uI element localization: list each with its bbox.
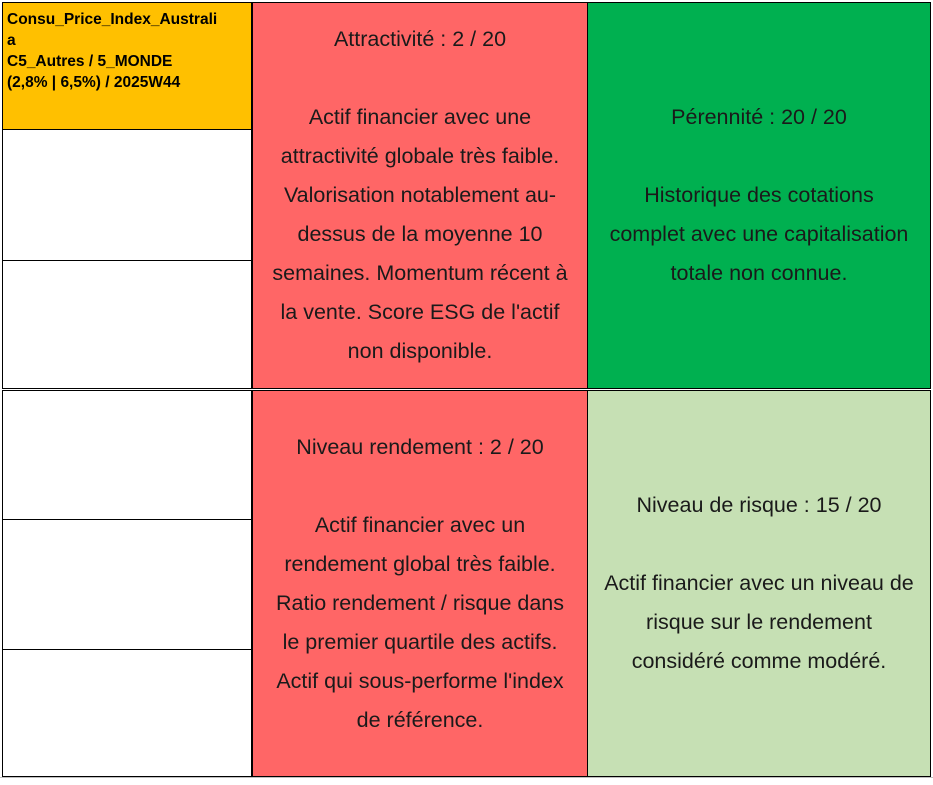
asset-category: C5_Autres / 5_MONDE <box>7 53 173 70</box>
perennite-line: Historique des cotations <box>644 183 874 207</box>
rendement-line: de référence. <box>356 707 484 732</box>
rendement-line: Actif financier avec un <box>314 512 526 537</box>
risque-description <box>604 564 914 681</box>
perennite-card <box>587 2 931 389</box>
perennite-line: totale non connue. <box>670 261 848 285</box>
attractivite-line: attractivité globale très faible. <box>280 144 560 168</box>
perennite-line: complet avec une capitalisation <box>609 222 909 246</box>
rendement-description <box>276 506 564 740</box>
risque-title: Niveau de risque : 15 / 20 <box>636 493 882 517</box>
attractivite-line: semaines. Momentum récent à <box>272 261 568 285</box>
risque-line: Actif financier avec un niveau de <box>604 571 914 595</box>
attractivite-title: Attractivité : 2 / 20 <box>333 27 507 51</box>
empty-cell-4 <box>2 519 252 650</box>
attractivite-card <box>252 2 588 389</box>
asset-header <box>2 2 252 130</box>
rendement-card <box>252 390 588 777</box>
risque-card <box>587 390 931 777</box>
perennite-title: Pérennité : 20 / 20 <box>671 105 847 129</box>
empty-cell-5 <box>2 649 252 777</box>
attractivite-line: Valorisation notablement au- <box>283 183 557 207</box>
asset-stats-week: (2,8% | 6,5%) / 2025W44 <box>7 74 181 91</box>
empty-cell-1 <box>2 129 252 261</box>
attractivite-line: non disponible. <box>347 339 493 363</box>
rendement-line: Actif qui sous-performe l'index <box>276 668 564 693</box>
rendement-line: rendement global très faible. <box>284 551 556 576</box>
rendement-line: Ratio rendement / risque dans <box>275 590 565 615</box>
empty-cell-3 <box>2 390 252 520</box>
asset-name-line2: a <box>7 32 16 49</box>
asset-name-line1: Consu_Price_Index_Australi <box>7 11 218 28</box>
table-bottom-border <box>0 777 933 778</box>
empty-cell-2 <box>2 260 252 389</box>
perennite-description <box>610 176 909 293</box>
attractivite-line: dessus de la moyenne 10 <box>297 222 543 246</box>
rendement-line: le premier quartile des actifs. <box>282 629 558 654</box>
rendement-title: Niveau rendement : 2 / 20 <box>296 434 544 459</box>
risque-line: considéré comme modéré. <box>631 649 887 673</box>
risque-line: risque sur le rendement <box>646 610 872 634</box>
attractivite-description <box>272 98 567 371</box>
attractivite-line: la vente. Score ESG de l'actif <box>280 300 560 324</box>
attractivite-line: Actif financier avec une <box>308 105 532 129</box>
